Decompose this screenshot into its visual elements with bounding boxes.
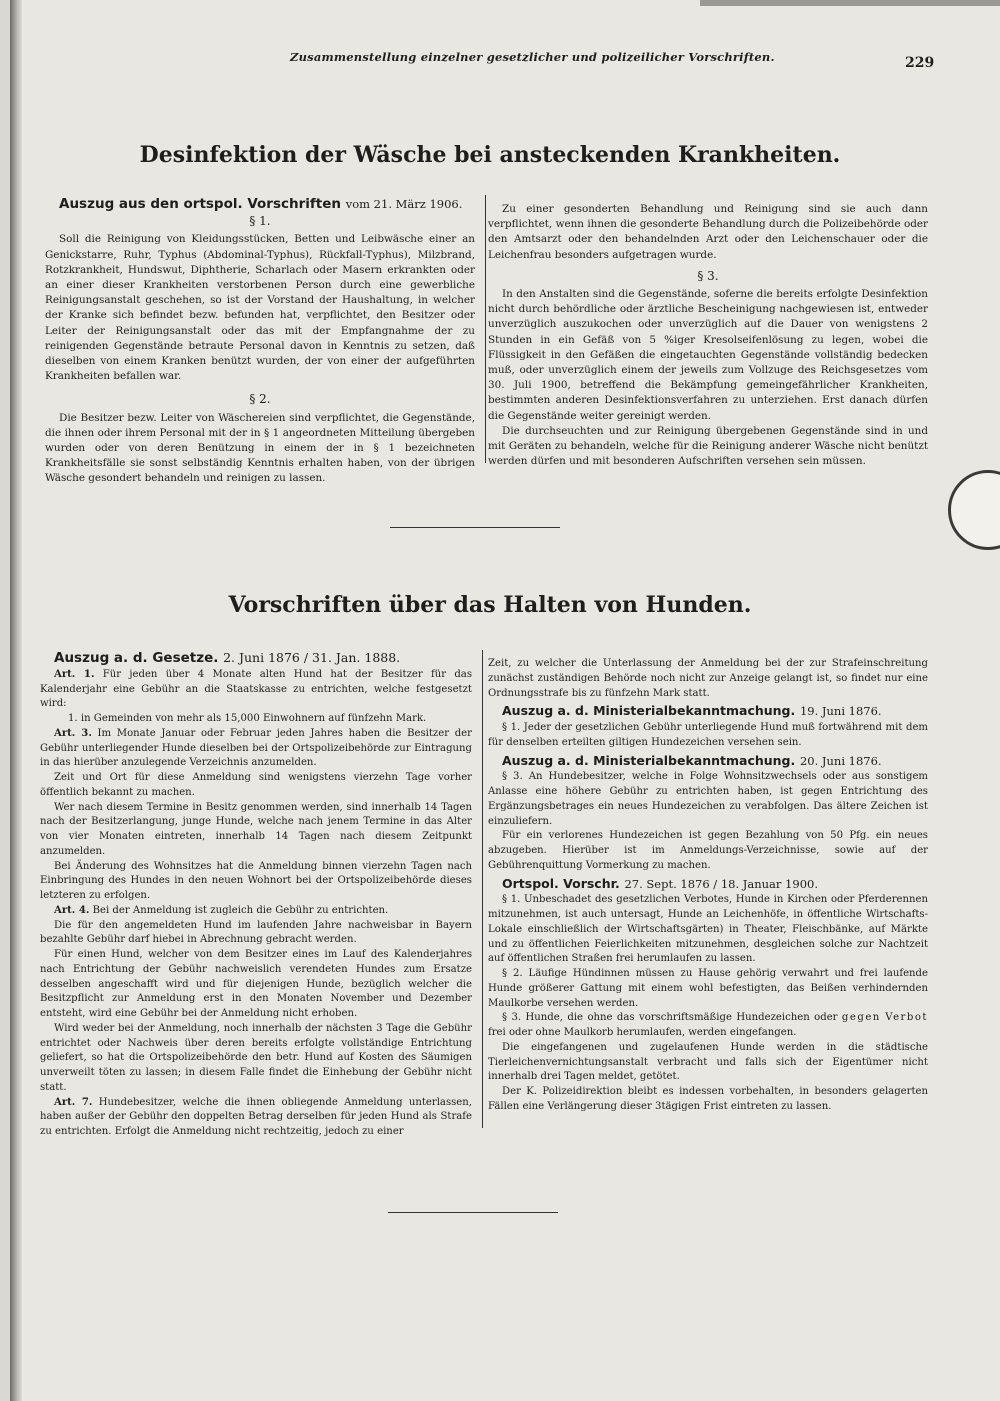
ministerial-heading-2 <box>488 754 928 769</box>
local-police-paragraph-3 <box>488 1011 928 1041</box>
local-police-heading-main: Ortspol. Vorschr. <box>502 875 620 891</box>
ministerial-heading-2-date: 20. Juni 1876. <box>799 753 882 768</box>
local-police-heading <box>488 877 928 892</box>
ministerial-heading-2-main: Auszug a. d. Ministerialbekanntmachung. <box>502 752 796 768</box>
section-title-dogs: Vorschriften über das Halten von Hunden. <box>228 592 752 618</box>
ministerial-2-paragraph-3: § 3. An Hundebesitzer, welche in Folge Wohnsitzwechsels oder aus sonstigem Anlasse eine höhere Gebühr zu entrichten haben, ist gegen Entrichtung des Ergänzungsbetrages ein neues Hundezeichen zu verabfolgen. Das ältere Zeichen ist einzuliefern. <box>488 771 928 827</box>
section-separator-rule <box>390 527 560 528</box>
ministerial-heading-1-main: Auszug a. d. Ministerialbekanntmachung. <box>502 703 796 719</box>
paragraph-3-text-2: Die durchseuchten und zur Reinigung übergebenen Gegenstände sind in und mit Geräten zu behandeln, welche für die Reinigung anderer Wäsche nicht benützt werden dürfen und mit besonderen Aufschriften versehen sein müssen. <box>488 424 928 468</box>
art-3 <box>40 727 472 771</box>
art-1-label: Art. 1. <box>54 668 95 680</box>
art-4-paragraph-2: Die für den angemeldeten Hund im laufenden Jahre nachweisbar in Bayern bezahlte Gebühr darf hiebei in Abrechnung gebracht werden. <box>40 919 472 946</box>
local-police-paragraph-5: Der K. Polizeidirektion bleibt es indessen vorbehalten, in besonders gelagerten Fällen eine Verlängerung dieser 3tägigen Frist eintreten zu lassen. <box>488 1086 928 1112</box>
art-7 <box>40 1096 472 1140</box>
paragraph-1-text: Soll die Reinigung von Kleidungsstücken, Betten und Leibwäsche einer an Genickstarre, Ruhr, Typhus (Abdominal-Typhus), Rückfall-Typhus), Milzbrand, Rotzkrankheit, Hundswut, Diphtherie, Scharlach oder Masern erkrankten oder an einer dieser Krankheiten verstorbenen Person durch eine gewerbliche Reinigungsanstalt geschehen, so ist der Vorstand der Haushaltung, in welcher der Kranke sich befindet bezw. befunden hat, verpflichtet, den Besitzer oder Leiter der Reinigungsanstalt oder das mit der Empfangnahme der zu reinigenden Gegenstände betraute Personal davon in Kenntnis zu setzen, daß dieselben von einem Kranken benützt wurden, der von einer der aufgeführten Krankheiten befallen war. <box>45 233 475 383</box>
thumb-index-tab <box>948 470 1000 550</box>
ministerial-heading-1 <box>488 704 928 719</box>
art-1-text: Für jeden über 4 Monate alten Hund hat der Besitzer für das Kalenderjahr eine Gebühr an die Staatskasse zu entrichten, welche festgesetzt wird: <box>40 668 472 710</box>
art-3-paragraph-2: Zeit und Ort für diese Anmeldung sind wenigstens vierzehn Tage vorher öffentlich bekannt zu machen. <box>40 772 472 798</box>
local-police-paragraph-3-b: frei oder ohne Maulkorb herumlaufen, werden eingefangen. <box>488 1027 797 1038</box>
art-7-continued: Zeit, zu welcher die Unterlassung der Anmeldung bei der zur Strafeinschreitung zunächst zuständigen Behörde noch nicht zur Anzeige gelangt ist, so findet nur eine Ordnungsstrafe bis zu fünfzehn Mark statt. <box>488 658 928 699</box>
page-number: 229 <box>905 55 935 71</box>
bottom-separator-rule <box>388 1212 558 1213</box>
law-heading-date: 2. Juni 1876 / 31. Jan. 1888. <box>223 650 401 665</box>
ministerial-heading-1-date: 19. Juni 1876. <box>799 704 882 719</box>
column-divider-1 <box>485 195 486 463</box>
local-police-paragraph-3-spaced-1: gegen <box>841 1012 881 1024</box>
paragraph-sign-1: § 1. <box>249 214 271 229</box>
paragraph-2-text: Die Besitzer bezw. Leiter von Wäschereien sind verpflichtet, die Gegenstände, die ihnen oder ihrem Personal mit der in § 1 angeordneten Mitteilung übergeben wurden oder von deren Benützung in einem der in § 1 bezeichneten Krankheitsfälle sie sonst selbständig Kenntnis erhalten haben, von der übrigen Wäsche gesondert behandeln und reinigen zu lassen. <box>45 411 475 485</box>
source-heading-date: vom 21. März 1906. <box>345 197 463 211</box>
local-police-paragraph-1: § 1. Unbeschadet des gesetzlichen Verbotes, Hunde in Kirchen oder Pferderennen mitzunehmen, ist auch untersagt, Hunde an Leichenhöfe, in öffentliche Wirtschafts-Lokale einschließlich der Wirtschaftsgärten) in Theater, Fleischbänke, auf Märkte und zu öffentlichen Feierlichkeiten mitzunehmen, desgleichen solche zur Nachtzeit auf öffentlichen Straßen frei herumlaufen zu lassen. <box>488 894 928 965</box>
art-3-text: Im Monate Januar oder Februar jeden Jahres haben die Besitzer der Gebühr unterliegender Hunde dieselben bei der Ortspolizeibehörde zur Eintragung in das hierüber anzulegende Verzeichnis anzumelden. <box>40 727 472 769</box>
art-4-paragraph-4: Wird weder bei der Anmeldung, noch innerhalb der nächsten 3 Tage die Gebühr entrichtet oder Nachweis über deren bereits erfolgte vollständige Entrichtung geliefert, so hat die Ortspolizeibehörde den betr. Hund auf Kosten des Säumigen unverweilt töten zu lassen; in diesem Falle findet die Einhebung der Gebühr nicht statt. <box>40 1022 472 1093</box>
source-heading-main: Auszug aus den ortspol. Vorschriften <box>59 196 341 212</box>
source-heading <box>45 197 475 212</box>
art-7-text: Hundebesitzer, welche die ihnen obliegende Anmeldung unterlassen, haben außer der Gebühr den doppelten Betrag derselben für jeden Hund als Strafe zu entrichten. Erfolgt die Anmeldung nicht rechtzeitig, jedoch zu einer <box>40 1096 472 1137</box>
ministerial-2-paragraph-3b: Für ein verlorenes Hundezeichen ist gegen Bezahlung von 50 Pfg. ein neues abzugeben. Hierüber ist im Anmeldungs-Verzeichnisse, sowie auf der Gebührenquittung Vormerkung zu machen. <box>488 830 928 871</box>
ministerial-1-paragraph-1: § 1. Jeder der gesetzlichen Gebühr unterliegende Hund muß fortwährend mit dem für denselben erteilten giltigen Hundezeichen versehen sein. <box>488 722 928 748</box>
local-police-paragraph-3-a: § 3. Hunde, die ohne das vorschriftsmäßige Hundezeichen oder <box>502 1012 838 1024</box>
art-1 <box>40 668 472 712</box>
paragraph-3-text: In den Anstalten sind die Gegenstände, soferne die bereits erfolgte Desinfektion nicht durch behördliche oder ärztliche Bescheinigung nachgewiesen ist, entweder unverzüglich auszukochen oder unverzüglich auf die Dauer von wenigstens 2 Stunden in ein Gefäß von 5 %iger Kresolseifenlösung zu legen, wobei die Flüssigkeit in den Gefäßen die eingetauchten Gegenstände vollständig bedecken muß, oder unverzüglich einem der jeweils zum Vollzuge des Reichsgesetzes vom 30. Juli 1900, betreffend die Bekämpfung gemeingefährlicher Krankheiten, bestimmten anderen Desinfektionsverfahren zu unterziehen. Erst danach dürfen die Gegenstände weiter gereinigt werden. <box>488 288 928 422</box>
document-page <box>10 0 1000 1401</box>
book-gutter <box>10 0 22 1401</box>
paragraph-sign-2: § 2. <box>249 392 271 407</box>
art-3-paragraph-3: Wer nach diesem Termine in Besitz genommen werden, sind innerhalb 14 Tagen nach der Besitzerlangung, junge Hunde, welche nach jenem Termine in das Alter von vier Monaten eintreten, innerhalb 14 Tagen nach diesem Zeitpunkt anzumelden. <box>40 801 472 857</box>
art-4-paragraph-3: Für einen Hund, welcher von dem Besitzer eines im Lauf des Kalenderjahres nach Entrichtung der Gebühr nachweislich verendeten Hundes zum Ersatze desselben angeschafft wird und für diejenigen Hunde, bezüglich welcher die Besitzpflicht zur Anmeldung erst in den Monaten November und Dezember entsteht, wird eine Gebühr bei der Anmeldung nicht erhoben. <box>40 949 472 1019</box>
section1-left-column <box>45 194 475 487</box>
column-divider-2 <box>482 650 483 1128</box>
section2-left-column <box>40 648 472 1140</box>
section2-right-column <box>488 657 928 1115</box>
art-4 <box>40 904 472 919</box>
local-police-paragraph-4: Die eingefangenen und zugelaufenen Hunde werden in die städtische Tierleichenvernichtungsanstalt verbracht und falls sich der Eigentümer nicht innerhalb drei Tagen meldet, getötet. <box>488 1041 928 1083</box>
scan-edge <box>700 0 1000 6</box>
art-4-text: Bei der Anmeldung ist zugleich die Gebühr zu entrichten. <box>92 904 389 916</box>
section1-right-column <box>488 202 928 469</box>
local-police-paragraph-2: § 2. Läufige Hündinnen müssen zu Hause gehörig verwahrt und frei laufende Hunde größerer Gattung mit einem wohl befestigten, das Beißen verhindernden Maulkorbe versehen werden. <box>488 968 928 1009</box>
art-3-paragraph-4: Bei Änderung des Wohnsitzes hat die Anmeldung binnen vierzehn Tagen nach Einbringung des Hundes in den neuen Wohnort bei der Ortspolizeibehörde dieses letzteren zu erfolgen. <box>40 860 472 901</box>
art-1-item: 1. in Gemeinden von mehr als 15,000 Einwohnern auf fünfzehn Mark. <box>68 713 427 724</box>
art-4-label: Art. 4. <box>54 904 90 916</box>
local-police-paragraph-3-spaced-2: Verbot <box>885 1012 928 1024</box>
running-head: Zusammenstellung einzelner gesetzlicher und polizeilicher Vorschriften. <box>290 50 775 64</box>
art-7-label: Art. 7. <box>54 1096 93 1108</box>
law-heading-main: Auszug a. d. Gesetze. <box>54 650 219 666</box>
section-title-disinfection: Desinfektion der Wäsche bei ansteckenden Krankheiten. <box>139 142 841 168</box>
paragraph-2-continued: Zu einer gesonderten Behandlung und Reinigung sind sie auch dann verpflichtet, wenn ihnen die gesonderte Behandlung durch die Polizeibehörde oder den Amtsarzt oder den behandelnden Arzt oder den Leichenschauer oder die Leichenfrau besonders aufgetragen wurde. <box>488 203 928 261</box>
local-police-heading-date: 27. Sept. 1876 / 18. Januar 1900. <box>624 876 818 891</box>
art-3-label: Art. 3. <box>54 727 92 739</box>
law-heading <box>40 651 472 666</box>
paragraph-sign-3: § 3. <box>697 268 719 283</box>
